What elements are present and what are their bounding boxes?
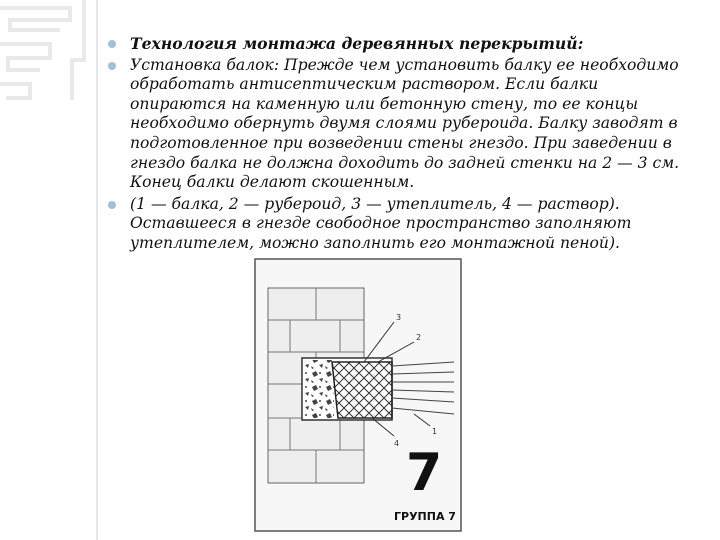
- left-divider: [96, 0, 98, 540]
- bullet-text: Технология монтажа деревянных перекрытий:: [130, 34, 584, 53]
- bullet-item-installation: [104, 56, 694, 193]
- label-4: 4: [394, 439, 400, 448]
- group-number: 7: [406, 443, 443, 503]
- bullet-icon: [108, 40, 116, 48]
- label-2: 2: [416, 333, 422, 342]
- insulation-fill: [304, 360, 334, 418]
- bullet-item-legend: [104, 195, 694, 254]
- bullet-text: (1 — балка, 2 — рубероид, 3 — утеплитель, 4 — раствор). Оставшееся в гнезде свободное пространство заполняют утеплителем, можно заполнить его монтажной пеной).: [130, 194, 632, 252]
- bullet-text: Установка балок: Прежде чем установить балку ее необходимо обработать антисептическим раствором. Если балки опираются на каменную или бетонную стену, то ее концы необходимо обернуть двумя слоями рубероида. Балку заводят в подготовленное при возведении стены гнездо. При заведении в гнездо балка не должна доходить до задней стенки на 2 — 3 см. Конец балки делают скошенным.: [130, 55, 680, 192]
- beam-diagram: [254, 258, 464, 533]
- label-1: 1: [432, 427, 438, 436]
- beam-diagram-svg: [254, 258, 464, 533]
- beam-end: [332, 362, 392, 418]
- group-label: ГРУППА 7: [394, 510, 456, 523]
- bullet-item-title: [104, 34, 694, 54]
- bullet-icon: [108, 62, 116, 70]
- label-3: 3: [396, 313, 402, 322]
- bullet-list: [104, 34, 694, 256]
- corner-ornament: [0, 0, 90, 120]
- bullet-icon: [108, 201, 116, 209]
